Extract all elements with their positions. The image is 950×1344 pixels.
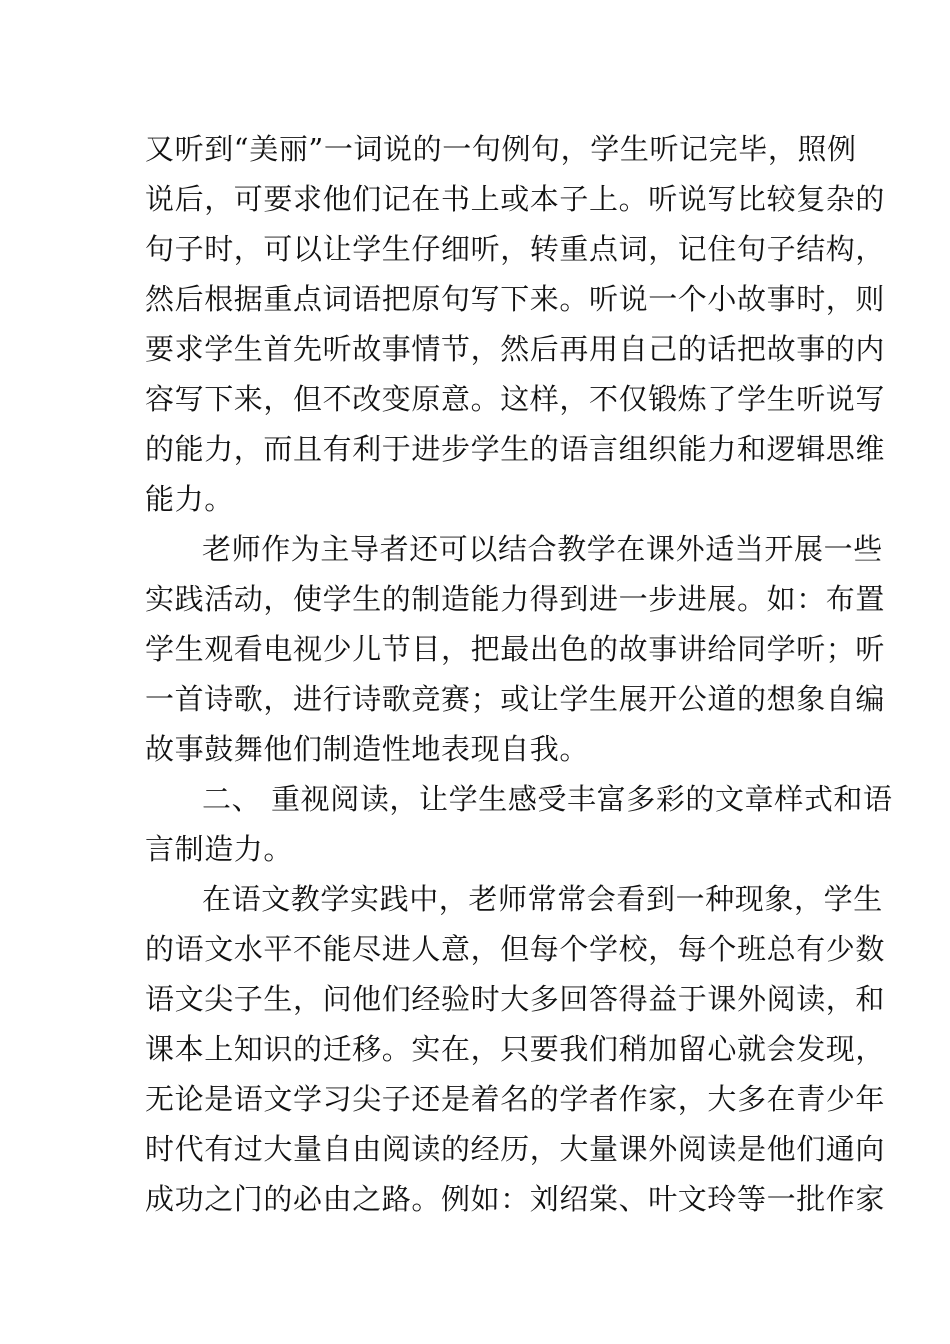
text-line: 要求学生首先听故事情节，然后再用自己的话把故事的内 — [145, 332, 886, 366]
text-line: 容写下来，但不改变原意。这样，不仅锻炼了学生听说写 — [145, 382, 886, 416]
text-line: 故事鼓舞他们制造性地表现自我。 — [145, 732, 590, 766]
section-heading: 二、 重视阅读，让学生感受丰富多彩的文章样式和语 — [202, 782, 893, 816]
text-line: 又听到“美丽”一词说的一句例句，学生听记完毕，照例 — [145, 132, 857, 166]
section-heading-continued: 言制造力。 — [145, 832, 294, 866]
text-line: 语文尖子生，问他们经验时大多回答得益于课外阅读，和 — [145, 982, 886, 1016]
text-line: 时代有过大量自由阅读的经历，大量课外阅读是他们通向 — [145, 1132, 886, 1166]
text-line: 老师作为主导者还可以结合教学在课外适当开展一些 — [202, 532, 883, 566]
text-line: 无论是语文学习尖子还是着名的学者作家，大多在青少年 — [145, 1082, 886, 1116]
text-line: 在语文教学实践中，老师常常会看到一种现象，学生 — [202, 882, 883, 916]
text-line: 一首诗歌，进行诗歌竞赛；或让学生展开公道的想象自编 — [145, 682, 886, 716]
text-line: 学生观看电视少儿节目，把最出色的故事讲给同学听；听 — [145, 632, 886, 666]
text-line: 能力。 — [145, 482, 234, 516]
text-line: 句子时，可以让学生仔细听，转重点词，记住句子结构， — [145, 232, 886, 266]
text-line: 实践活动，使学生的制造能力得到进一步进展。如：布置 — [145, 582, 886, 616]
text-line: 成功之门的必由之路。例如：刘绍棠、叶文玲等一批作家 — [145, 1182, 886, 1216]
text-line: 的语文水平不能尽进人意，但每个学校，每个班总有少数 — [145, 932, 886, 966]
text-line: 然后根据重点词语把原句写下来。听说一个小故事时，则 — [145, 282, 886, 316]
text-line: 的能力，而且有利于进步学生的语言组织能力和逻辑思维 — [145, 432, 886, 466]
text-line: 说后，可要求他们记在书上或本子上。听说写比较复杂的 — [145, 182, 886, 216]
text-line: 课本上知识的迁移。实在，只要我们稍加留心就会发现， — [145, 1032, 886, 1066]
